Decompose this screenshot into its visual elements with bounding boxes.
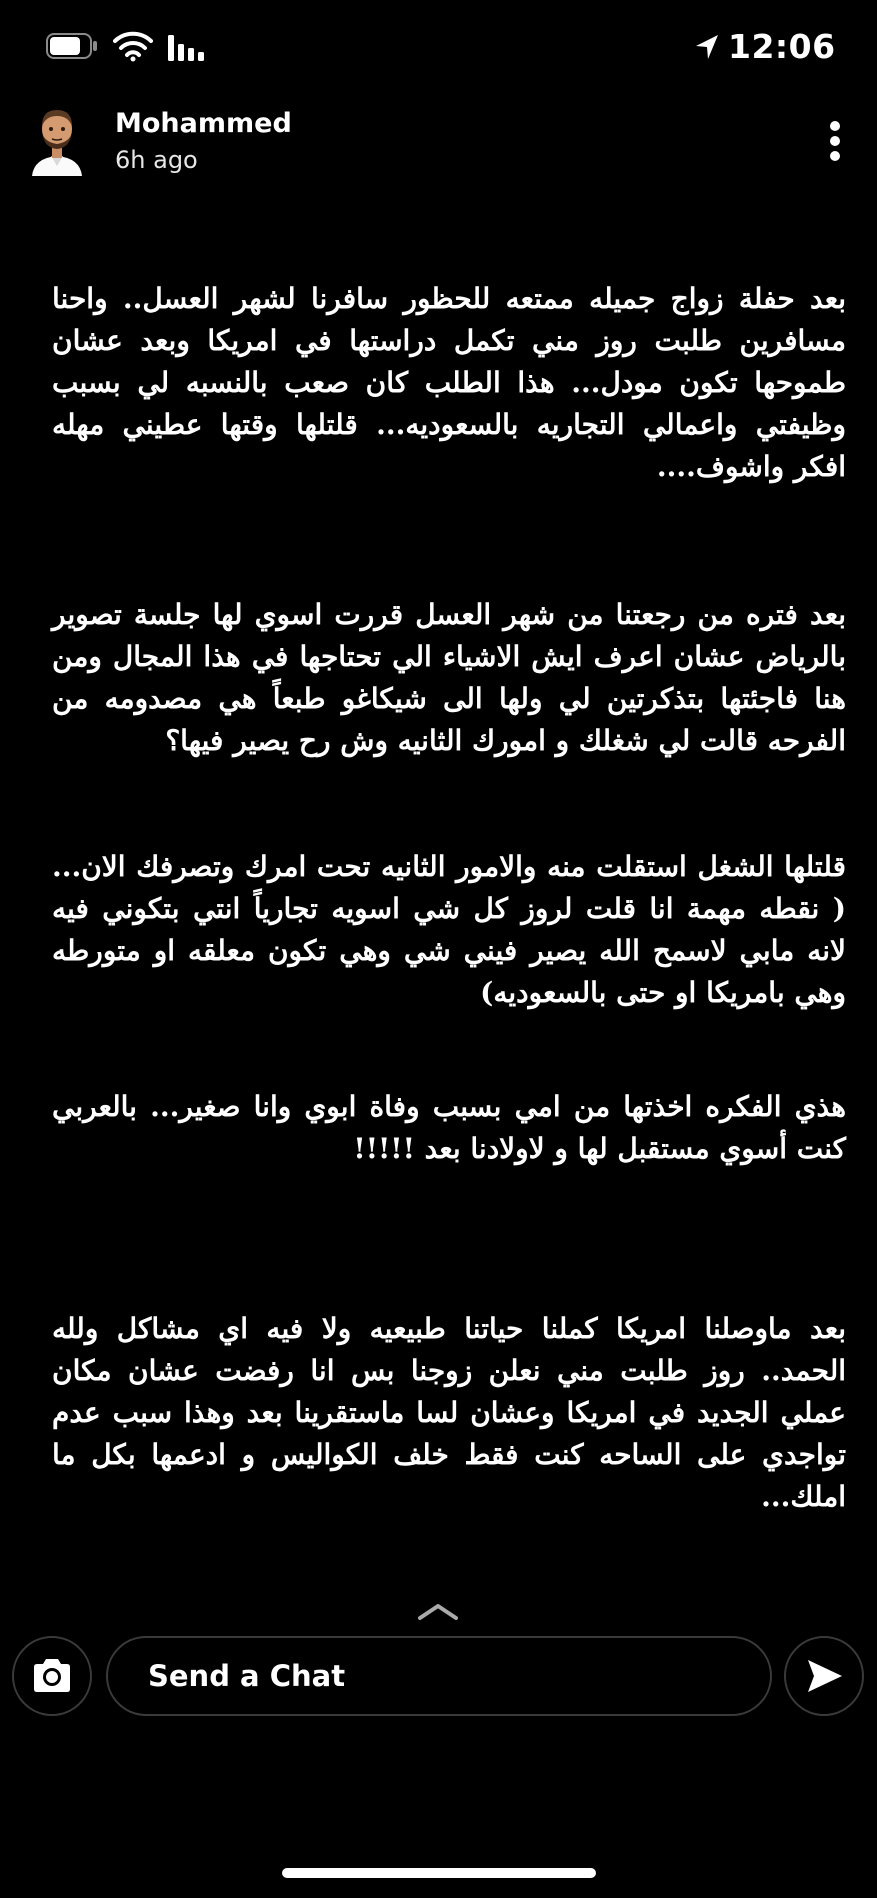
story-timestamp: 6h ago [115, 146, 198, 174]
avatar-bitmoji[interactable] [28, 104, 86, 176]
send-chat-input[interactable]: Send a Chat [106, 1636, 772, 1716]
status-bar [0, 0, 877, 100]
wifi-icon [113, 30, 153, 62]
story-author-name[interactable]: Mohammed [115, 108, 292, 139]
home-indicator[interactable] [282, 1868, 596, 1878]
story-paragraph: بعد فتره من رجعتنا من شهر العسل قررت اسوي لها جلسة تصوير بالرياض عشان اعرف ايش الاشياء الي تحتاجها في هذا المجال ومن هنا فاجئتها بتذكرتين لي ولها الى شيكاغو طبعاً هي مصدومه من الفرحه قالت لي شغلك و امورك الثانيه وش رح يصير فيها؟ [52, 598, 846, 757]
send-button[interactable] [784, 1636, 864, 1716]
story-paragraph: بعد ماوصلنا امريكا كملنا حياتنا طبيعيه ولا فيه اي مشاكل ولله الحمد.. روز طلبت مني نعلن زوجنا بس انا رفضت عشان مكان عملي الجديد في امريكا وعشان لسا ماستقرينا بعد وهذا سبب عدم تواجدي على الساحه كنت فقط خلف الكواليس و ادعمها بكل ما املك... [52, 1312, 846, 1513]
status-time: 12:06 [728, 27, 836, 66]
story-paragraph: هذي الفكره اخذتها من امي بسبب وفاة ابوي وانا صغير... بالعربي كنت أسوي مستقبل لها و لاولادنا بعد !!!!! [52, 1090, 846, 1165]
story-paragraph: بعد حفلة زواج جميله ممتعه للحظور سافرنا لشهر العسل.. واحنا مسافرين طلبت روز مني تكمل دراستها في امريكا وبعد عشان طموحها تكون مودل... هذا الطلب كان صعب بالنسبه لي بسبب وظيفتي واعمالي التجاريه بالسعوديه... قلتلها وقتها عطيني مهله افكر واشوف.... [52, 282, 846, 483]
send-arrow-icon [804, 1658, 844, 1694]
more-options-icon[interactable] [828, 120, 842, 162]
swipe-up-chevron-icon[interactable] [416, 1600, 460, 1622]
location-arrow-icon [694, 33, 720, 61]
cellular-signal-icon [168, 35, 204, 61]
camera-icon [30, 1657, 74, 1695]
story-paragraph: قلتلها الشغل استقلت منه والامور الثانيه تحت امرك وتصرفك الان... ( نقطه مهمة انا قلت لروز كل شي اسويه تجارياً انتي بتكوني فيه لانه مابي لاسمح الله يصير فيني شي وهي تكون معلقه او متورطه وهي بامريكا او حتى بالسعوديه) [52, 850, 846, 1009]
battery-icon [46, 33, 98, 59]
camera-button[interactable] [12, 1636, 92, 1716]
